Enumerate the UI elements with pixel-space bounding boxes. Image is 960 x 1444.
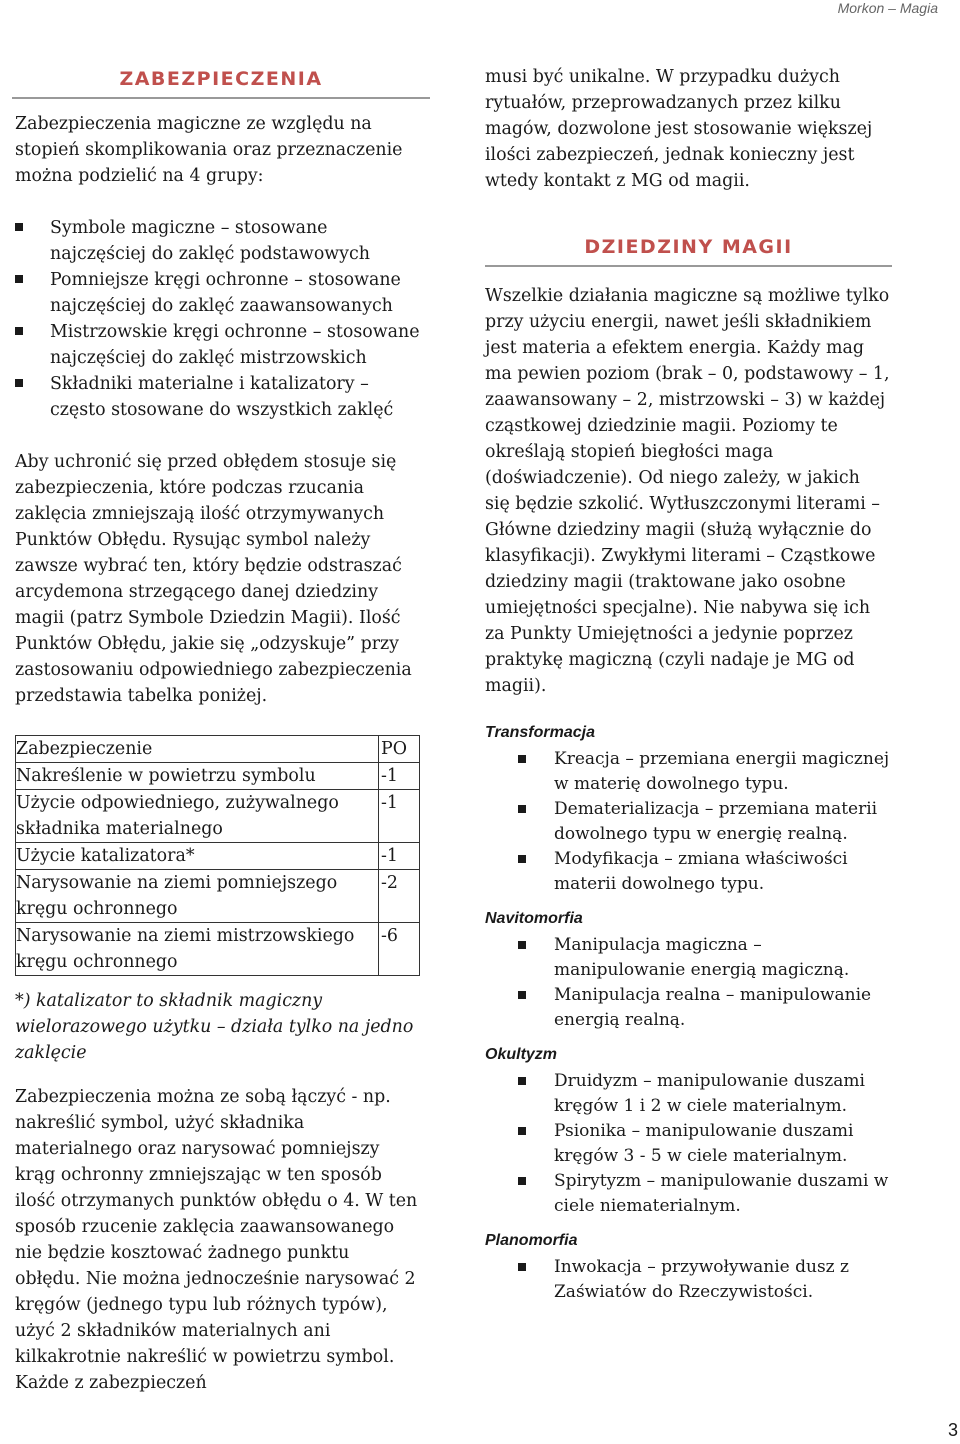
- square-bullet-icon: [518, 1077, 526, 1085]
- protection-groups-list: [15, 215, 420, 423]
- category-title: Navitomorfia: [485, 910, 583, 927]
- square-bullet-icon: [518, 941, 526, 949]
- table-row: [16, 790, 420, 843]
- table-cell: -1: [379, 763, 420, 790]
- category-planomorfia: [485, 1229, 890, 1305]
- table-cell: -1: [379, 790, 420, 843]
- list-item: Inwokacja – przywoływanie dusz z Zaświatów do Rzeczywistości.: [485, 1255, 890, 1305]
- table-row: [16, 843, 420, 870]
- list-item: Spirytyzm – manipulowanie duszami w ciele niematerialnym.: [485, 1169, 890, 1219]
- list-item: Kreacja – przemiana energii magicznej w materię dowolnego typu.: [485, 747, 890, 797]
- table-cell: -6: [379, 923, 420, 976]
- list-item: Druidyzm – manipulowanie duszami kręgów 1 i 2 w ciele materialnym.: [485, 1069, 890, 1119]
- list-item: Dematerializacja – przemiana materii dowolnego typu w energię realną.: [485, 797, 890, 847]
- table-row: [16, 870, 420, 923]
- category-title: Transformacja: [485, 724, 595, 741]
- table-header-cell: PO: [379, 736, 420, 763]
- table-cell: Narysowanie na ziemi mistrzowskiego kręgu ochronnego: [16, 923, 379, 976]
- domains-paragraph: Wszelkie działania magiczne są możliwe tylko przy użyciu energii, nawet jeśli składnikiem jest materia a efektem energia. Każdy mag ma pewien poziom (brak – 0, podstawowy – 1, zaawansowany – 2, mistrzowski – 3) w każdej cząstkowej dziedzinie magii. Poziomy te określają stopień biegłości maga (doświadczenie). Od niego zależy, w jakich się będzie szkolić. Wytłuszczonymi literami – Główne dziedziny magii (służą wyłącznie do klasyfikacji). Zwykłymi literami – Cząstkowe dziedziny magii (traktowane jako osobne umiejętności specjalne). Nie nabywa się ich za Punkty Umiejętności a jedynie poprzez praktykę magiczną (czyli nadaje je MG od magii).: [485, 286, 890, 696]
- list-item: Modyfikacja – zmiana właściwości materii dowolnego typu.: [485, 847, 890, 897]
- closing-paragraph: Zabezpieczenia można ze sobą łączyć - np. nakreślić symbol, użyć składnika materialnego oraz narysować pomniejszy krąg ochronny zmniejszając w ten sposób ilość otrzymanych punktów obłędu o 4. W ten sposób rzucenie zaklęcia zaawansowanego nie będzie kosztować żadnego punktu obłędu. Nie można jednocześnie narysować 2 kręgów (jednego typu lub różnych typów), użyć 2 składników materialnych ani kilkakrotnie nakreślić w powietrzu symbol. Każde z zabezpieczeń: [15, 1087, 418, 1393]
- square-bullet-icon: [15, 275, 23, 283]
- table-cell: -2: [379, 870, 420, 923]
- square-bullet-icon: [518, 1177, 526, 1185]
- left-column: [15, 64, 420, 1396]
- table-row: [16, 763, 420, 790]
- category-items: [485, 1255, 890, 1305]
- table-footnote: *) katalizator to składnik magiczny wielorazowego użytku – działa tylko na jedno zaklęcie: [15, 991, 414, 1063]
- square-bullet-icon: [518, 805, 526, 813]
- list-item: Symbole magiczne – stosowane najczęściej do zaklęć podstawowych: [15, 215, 420, 267]
- list-item: Składniki materialne i katalizatory – często stosowane do wszystkich zaklęć: [15, 371, 420, 423]
- running-header: Morkon – Magia: [837, 0, 938, 16]
- list-item: Psionika – manipulowanie duszami kręgów 3 - 5 w ciele materialnym.: [485, 1119, 890, 1169]
- square-bullet-icon: [518, 855, 526, 863]
- category-transformacja: [485, 721, 890, 897]
- protection-table: [15, 735, 420, 976]
- square-bullet-icon: [518, 1127, 526, 1135]
- list-item: Mistrzowskie kręgi ochronne – stosowane najczęściej do zaklęć mistrzowskich: [15, 319, 420, 371]
- list-item: Pomniejsze kręgi ochronne – stosowane najczęściej do zaklęć zaawansowanych: [15, 267, 420, 319]
- table-cell: Narysowanie na ziemi pomniejszego kręgu ochronnego: [16, 870, 379, 923]
- square-bullet-icon: [15, 223, 23, 231]
- table-cell: Nakreślenie w powietrzu symbolu: [16, 763, 379, 790]
- table-cell: Użycie odpowiedniego, zużywalnego składnika materialnego: [16, 790, 379, 843]
- category-title: Planomorfia: [485, 1232, 578, 1249]
- category-okultyzm: [485, 1043, 890, 1219]
- right-column: [485, 64, 890, 1305]
- intro-paragraph: Zabezpieczenia magiczne ze względu na stopień skomplikowania oraz przeznaczenie można podzielić na 4 grupy:: [15, 114, 403, 186]
- category-navitomorfia: [485, 907, 890, 1033]
- square-bullet-icon: [518, 991, 526, 999]
- square-bullet-icon: [15, 327, 23, 335]
- table-row: [16, 923, 420, 976]
- list-item: Manipulacja realna – manipulowanie energią realną.: [485, 983, 890, 1033]
- category-items: [485, 1069, 890, 1219]
- square-bullet-icon: [15, 379, 23, 387]
- table-cell: -1: [379, 843, 420, 870]
- category-items: [485, 747, 890, 897]
- body-paragraph: Aby uchronić się przed obłędem stosuje się zabezpieczenia, które podczas rzucania zaklęcia zmniejszają ilość otrzymywanych Punktów Obłędu. Rysując symbol należy zawsze wybrać ten, który będzie odstraszać arcydemona strzegącego danej dziedziny magii (patrz Symbole Dziedzin Magii). Ilość Punktów Obłędu, jakie się „odzyskuje” przy zastosowaniu odpowiedniego zabezpieczenia przedstawia tabelka poniżej.: [15, 452, 412, 706]
- square-bullet-icon: [518, 755, 526, 763]
- section-heading-zabezpieczenia: ZABEZPIECZENIA: [12, 64, 430, 99]
- section-heading-dziedziny-magii: DZIEDZINY MAGII: [485, 232, 892, 267]
- category-items: [485, 933, 890, 1033]
- page-number: 3: [947, 1420, 958, 1440]
- table-header-cell: Zabezpieczenie: [16, 736, 379, 763]
- table-cell: Użycie katalizatora*: [16, 843, 379, 870]
- continuation-paragraph: musi być unikalne. W przypadku dużych rytuałów, przeprowadzanych przez kilku magów, dozwolone jest stosowanie większej ilości zabezpieczeń, jednak konieczny jest wtedy kontakt z MG od magii.: [485, 67, 873, 191]
- table-header-row: [16, 736, 420, 763]
- list-item: Manipulacja magiczna – manipulowanie energią magiczną.: [485, 933, 890, 983]
- category-title: Okultyzm: [485, 1046, 558, 1063]
- square-bullet-icon: [518, 1263, 526, 1271]
